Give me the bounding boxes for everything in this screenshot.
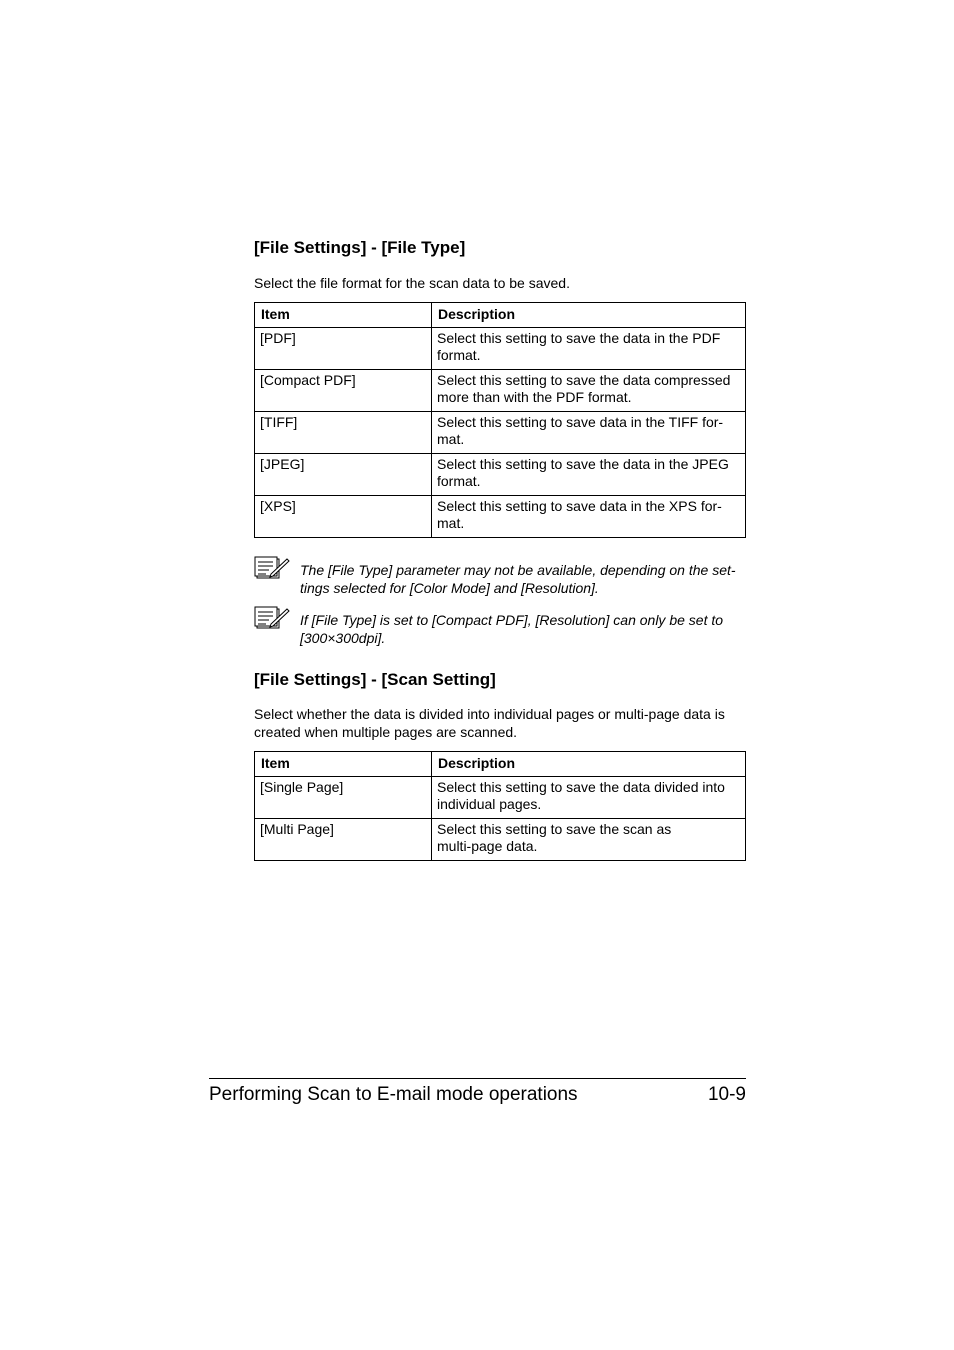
table-row	[255, 776, 746, 818]
item-cell: [TIFF]	[255, 411, 432, 453]
description-cell: Select this setting to save the data in the JPEG format.	[432, 453, 746, 495]
section-intro-file-type: Select the file format for the scan data to be saved.	[254, 275, 570, 291]
memo-pen-icon	[254, 606, 290, 632]
table-header-row	[255, 752, 746, 777]
description-cell: Select this setting to save the scan as multi-page data.	[432, 818, 746, 860]
item-cell: [Multi Page]	[255, 818, 432, 860]
page-number: 10-9	[707, 1084, 746, 1105]
section-heading-scan-setting: [File Settings] - [Scan Setting]	[254, 670, 496, 689]
note-text: If [File Type] is set to [Compact PDF], [Resolution] can only be set to [300×300dpi].	[300, 612, 724, 646]
file-type-table	[254, 302, 746, 538]
description-cell: Select this setting to save the data compressed more than with the PDF format.	[432, 369, 746, 411]
note-text: The [File Type] parameter may not be available, depending on the set- tings selected for [Color Mode] and [Resolution].	[300, 562, 736, 596]
table-header-row	[255, 303, 746, 328]
footer-title: Performing Scan to E-mail mode operations	[209, 1084, 578, 1105]
item-cell: [Compact PDF]	[255, 369, 432, 411]
description-cell: Select this setting to save data in the XPS for- mat.	[432, 495, 746, 537]
memo-pen-icon	[254, 556, 290, 582]
section-heading-file-type: [File Settings] - [File Type]	[254, 238, 466, 257]
description-cell: Select this setting to save the data divided into individual pages.	[432, 776, 746, 818]
item-cell: [PDF]	[255, 327, 432, 369]
footer-divider	[209, 1078, 746, 1079]
table-row	[255, 411, 746, 453]
section-intro-scan-setting: Select whether the data is divided into individual pages or multi-page data is created when multiple pages are scanned.	[254, 706, 725, 740]
header-item: Item	[255, 752, 432, 777]
table-row	[255, 369, 746, 411]
description-cell: Select this setting to save data in the TIFF for- mat.	[432, 411, 746, 453]
header-description: Description	[432, 752, 746, 777]
item-cell: [Single Page]	[255, 776, 432, 818]
table-row	[255, 495, 746, 537]
item-cell: [XPS]	[255, 495, 432, 537]
table-row	[255, 818, 746, 860]
header-description: Description	[432, 303, 746, 328]
description-cell: Select this setting to save the data in the PDF format.	[432, 327, 746, 369]
table-row	[255, 327, 746, 369]
item-cell: [JPEG]	[255, 453, 432, 495]
header-item: Item	[255, 303, 432, 328]
scan-setting-table	[254, 751, 746, 861]
table-row	[255, 453, 746, 495]
